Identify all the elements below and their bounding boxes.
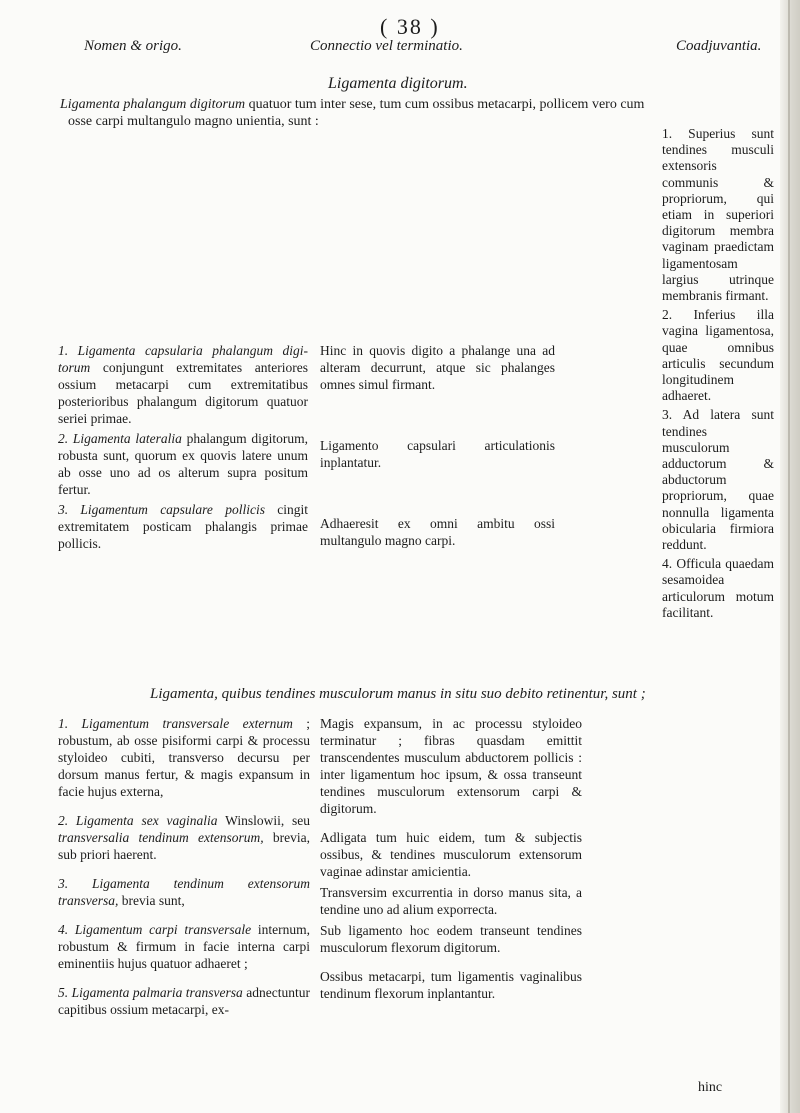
entry	[58, 715, 310, 800]
header-connexio: Connectio vel terminatio.	[310, 38, 463, 54]
entry-text: Transversim excurrentia in dorso manus sita, a tendine uno ad alium exporrecta.	[320, 885, 582, 917]
column-connexio-2	[320, 715, 582, 1002]
entry-text: 3. Ad latera sunt tendines musculorum adductorum & abductorum propriorum, quae nonnulla ligamenta obicularia firmiora reddunt.	[662, 407, 774, 553]
entry-text: ; robustum, ab osse pisiformi carpi & processu styloideo cubiti, transverso decursu per dorsum manus fertur, & magis expansum in facie hujus externa,	[58, 716, 310, 799]
header-coadjuvantia: Coadjuvantia.	[676, 38, 762, 54]
entry-text: brevia sunt,	[118, 893, 185, 908]
entry-text: internum, robustum & firmum in facie interna carpi eminentiis hujus quatuor adhaeret ;	[58, 922, 310, 971]
entry-term: 1. Ligamenta capsularia phalangum digi-	[58, 343, 308, 358]
entry-text: Sub ligamento hoc eodem transeunt tendines musculorum flexorum digitorum.	[320, 923, 582, 955]
entry-text: adnectuntur capitibus ossium metacarpi, ex-	[58, 985, 310, 1017]
entry-term: 3. Ligamentum capsulare pollicis	[58, 502, 265, 517]
entry	[58, 430, 308, 498]
catchword: hinc	[698, 1080, 723, 1095]
section-intro	[60, 96, 680, 130]
column-nomen-1	[58, 342, 308, 552]
entry-term: 1. Ligamentum transversale externum	[58, 716, 293, 731]
entry-text: phalangum digitorum, robusta sunt, quorum ex quovis latere unum ab osse uno ad os alterum supra positum fertur.	[58, 431, 309, 497]
entry-term: 2. Ligamenta sex vaginalia	[58, 813, 218, 828]
entry-text: Adligata tum huic eidem, tum & subjectis ossibus, & tendines musculorum extensorum vaginae adinstar amicientia.	[320, 830, 582, 879]
entry	[58, 921, 310, 972]
entry-term: torum	[58, 360, 91, 375]
column-nomen-2	[58, 715, 310, 1018]
entry	[58, 875, 310, 909]
entry-text: Ossibus metacarpi, tum ligamentis vaginalibus tendinum flexorum inplantantur.	[320, 969, 582, 1001]
intro-continuation: osse carpi multangulo magno unientia, sunt :	[68, 114, 319, 129]
entry	[58, 501, 308, 552]
header-nomen: Nomen & origo.	[84, 38, 182, 54]
section-title-ligamenta-digitorum: Ligamenta digitorum.	[328, 75, 468, 92]
section-title-tendines: Ligamenta, quibus tendines musculorum manus in situ suo debito retinentur, sunt ;	[150, 686, 646, 702]
entry-term: 4. Ligamentum carpi transversale	[58, 922, 252, 937]
page-number: ( 38 )	[380, 14, 440, 39]
entry-text: 2. Inferius illa vagina ligamentosa, quae omnibus articulis secundum longitudinem adhaeret.	[662, 307, 774, 404]
page-edge	[780, 0, 800, 1113]
entry-text: Magis expansum, in ac processu styloideo terminatur ; fibras quasdam emittit transcendentes musculum abductorem pollicis : inter ligamentum hoc ipsum, & ossa transeunt tendines musculorum extensorum carpi & digitorum.	[320, 716, 582, 816]
entry-term: 2. Ligamenta lateralia	[58, 431, 182, 446]
column-connexio-1	[320, 342, 555, 593]
entry-text: Hinc in quovis digito a phalange una ad alteram decurrunt, atque sic phalanges omnes simul firmant.	[320, 343, 555, 392]
entry-term: 5. Ligamenta palmaria transversa	[58, 985, 243, 1000]
column-coadjuvantia-1	[662, 126, 774, 621]
entry-term: transversalia tendinum extensorum,	[58, 830, 264, 845]
entry-text: brevia, sub priori haerent.	[58, 830, 310, 862]
entry-text: Winslowii, seu	[217, 813, 310, 828]
entry	[58, 984, 310, 1018]
entry-text: cingit extremitatem posticam phalangis primae pollicis.	[58, 502, 308, 551]
entry-term: 3. Ligamenta tendinum extensorum transversa,	[58, 876, 310, 908]
intro-text: quatuor tum inter sese, tum cum ossibus metacarpi, pollicem vero cum	[245, 97, 645, 112]
intro-term: Ligamenta phalangum digitorum	[60, 97, 246, 112]
entry-text: Ligamento capsulari articulationis inplantatur.	[320, 438, 555, 470]
entry-text: conjungunt extremitates anteriores ossium metacarpi cum extremitatibus posterioribus phalangum digitorum quatuor seriei primae.	[58, 360, 308, 426]
entry-text: Adhaeresit ex omni ambitu ossi multangulo magno carpi.	[320, 516, 555, 548]
entry-text: 1. Superius sunt tendines musculi extensoris communis & propriorum, qui etiam in superiori digitorum membra vaginam praedictam ligamentosam largius utrinque membranis firmant.	[662, 126, 774, 304]
binding-line	[788, 0, 790, 1113]
entry-text: 4. Officula quaedam sesamoidea articulorum motum facilitant.	[662, 556, 774, 620]
entry	[58, 812, 310, 863]
entry	[58, 342, 308, 427]
